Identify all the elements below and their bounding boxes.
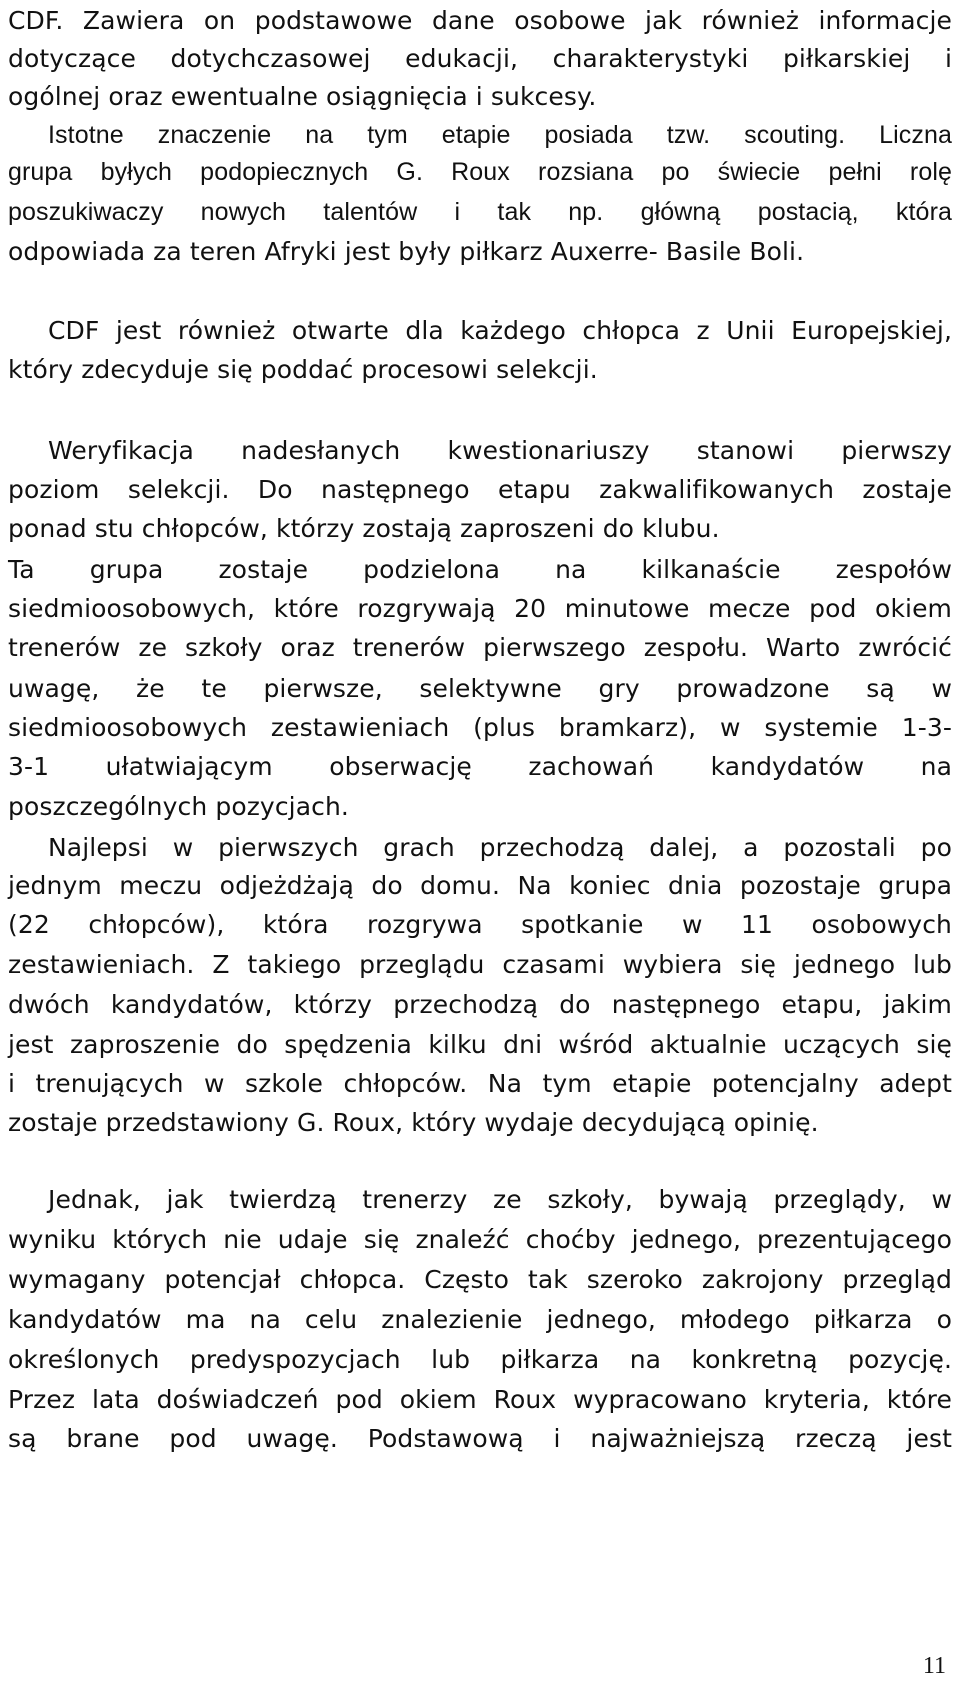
page-number: 11: [922, 1653, 946, 1679]
text-line: siedmioosobowych, które rozgrywają 20 minutowe mecze pod okiem: [8, 594, 952, 623]
text-line: zestawieniach. Z takiego przeglądu czasami wybiera się jednego lub: [8, 950, 952, 979]
text-line: poszukiwaczy nowych talentów i tak np. główną postacią, która: [8, 198, 952, 226]
text-line: zostaje przedstawiony G. Roux, który wydaje decydującą opinię.: [8, 1108, 819, 1137]
document-page: [8, 0, 952, 1700]
text-line: dotyczące dotychczasowej edukacji, charakterystyki piłkarskiej i: [8, 44, 952, 73]
text-line: (22 chłopców), która rozgrywa spotkanie w 11 osobowych: [8, 910, 952, 939]
text-line: kandydatów ma na celu znalezienie jednego, młodego piłkarza o: [8, 1305, 952, 1334]
text-line: CDF jest również otwarte dla każdego chłopca z Unii Europejskiej,: [48, 316, 952, 345]
text-line: poszczególnych pozycjach.: [8, 792, 349, 821]
text-line: uwagę, że te pierwsze, selektywne gry prowadzone są w: [8, 674, 952, 703]
text-line: dwóch kandydatów, którzy przechodzą do następnego etapu, jakim: [8, 990, 952, 1019]
text-line: który zdecyduje się poddać procesowi selekcji.: [8, 355, 598, 384]
text-line: i trenujących w szkole chłopców. Na tym etapie potencjalny adept: [8, 1069, 952, 1098]
text-line: wyniku których nie udaje się znaleźć choćby jednego, prezentującego: [8, 1225, 952, 1254]
text-line: Ta grupa zostaje podzielona na kilkanaście zespołów: [8, 555, 952, 584]
text-line: ponad stu chłopców, którzy zostają zaproszeni do klubu.: [8, 514, 720, 543]
text-line: określonych predyspozycjach lub piłkarza na konkretną pozycję.: [8, 1345, 952, 1374]
text-line: ogólnej oraz ewentualne osiągnięcia i sukcesy.: [8, 82, 597, 111]
text-line: Najlepsi w pierwszych grach przechodzą dalej, a pozostali po: [48, 833, 952, 862]
text-line: trenerów ze szkoły oraz trenerów pierwszego zespołu. Warto zwrócić: [8, 633, 952, 662]
text-line: jednym meczu odjeżdżają do domu. Na koniec dnia pozostaje grupa: [8, 871, 952, 900]
text-line: poziom selekcji. Do następnego etapu zakwalifikowanych zostaje: [8, 475, 952, 504]
text-line: Jednak, jak twierdzą trenerzy ze szkoły, bywają przeglądy, w: [48, 1185, 952, 1214]
text-line: są brane pod uwagę. Podstawową i najważniejszą rzeczą jest: [8, 1424, 952, 1453]
text-line: jest zaproszenie do spędzenia kilku dni wśród aktualnie uczących się: [8, 1030, 952, 1059]
text-line: Przez lata doświadczeń pod okiem Roux wypracowano kryteria, które: [8, 1385, 952, 1414]
text-line: odpowiada za teren Afryki jest były piłkarz Auxerre- Basile Boli.: [8, 237, 805, 266]
text-line: siedmioosobowych zestawieniach (plus bramkarz), w systemie 1-3-: [8, 713, 952, 742]
text-line: Istotne znaczenie na tym etapie posiada tzw. scouting. Liczna: [48, 121, 952, 149]
text-line: 3-1 ułatwiającym obserwację zachowań kandydatów na: [8, 752, 952, 781]
text-line: wymagany potencjał chłopca. Często tak szeroko zakrojony przegląd: [8, 1265, 952, 1294]
text-line: Weryfikacja nadesłanych kwestionariuszy stanowi pierwszy: [48, 436, 952, 465]
text-line: grupa byłych podopiecznych G. Roux rozsiana po świecie pełni rolę: [8, 158, 952, 186]
text-line: CDF. Zawiera on podstawowe dane osobowe jak również informacje: [8, 6, 952, 35]
